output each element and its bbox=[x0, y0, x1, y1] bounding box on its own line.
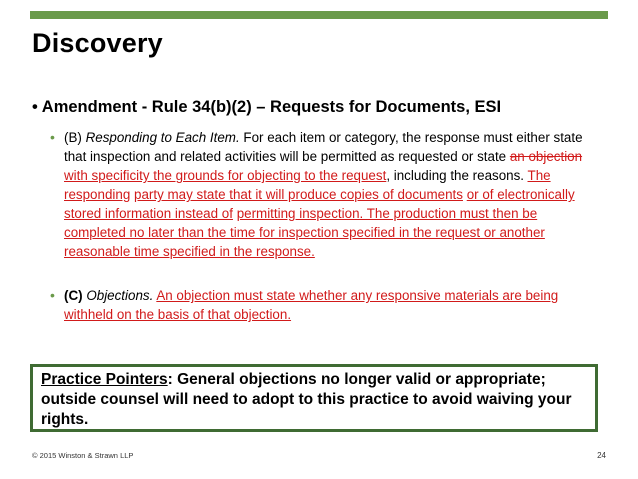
slide-title: Discovery bbox=[32, 28, 163, 58]
sub1-run: Responding to Each Item. bbox=[85, 130, 240, 145]
sub2-run: Objections. bbox=[86, 288, 154, 303]
sub-bullet-b-text bbox=[64, 128, 600, 261]
sub1-run: party may state that it will produce copies of documents bbox=[134, 187, 463, 202]
sub1-run: , including the reasons. bbox=[386, 168, 528, 183]
sub1-run: permitting inspection. The production must then be bbox=[236, 206, 538, 221]
main-bullet-text: Amendment - Rule 34(b)(2) – Requests for Documents, ESI bbox=[41, 98, 502, 116]
sub-bullet-dot: • bbox=[50, 129, 55, 145]
sub-bullet-dot: • bbox=[50, 287, 55, 303]
top-accent-bar bbox=[30, 11, 608, 19]
sub1-run: with specificity the grounds for objecting to the request bbox=[64, 168, 387, 183]
sub1-run: an objection bbox=[509, 149, 583, 164]
practice-pointers-label: Practice Pointers bbox=[41, 371, 168, 388]
sub-bullet-c-text bbox=[64, 286, 600, 324]
sub1-run: For each item or category, the response must either state that inspection and related activities will be permitted as requested or state bbox=[64, 130, 583, 164]
sub1-run: (B) bbox=[64, 130, 86, 145]
sub2-run: An objection must state whether any responsive materials are being withheld on the basis of that objection. bbox=[64, 288, 559, 322]
sub-bullet-b bbox=[52, 128, 600, 261]
sub1-run: The responding bbox=[64, 168, 551, 202]
main-bullet bbox=[32, 98, 501, 117]
footer-copyright: © 2015 Winston & Strawn LLP bbox=[32, 451, 134, 460]
sub-bullet-c bbox=[52, 286, 600, 324]
practice-pointers-box bbox=[30, 364, 598, 432]
sub1-run: completed no later than the time for inspection specified in the request or another reasonable time specified in the response. bbox=[64, 225, 545, 259]
practice-pointers-text: : General objections no longer valid or appropriate; outside counsel will need to adopt to this practice to avoid waiving your rights. bbox=[41, 371, 572, 428]
sub1-run: or of electronically stored information instead of bbox=[64, 187, 575, 221]
sub2-run: (C) bbox=[64, 288, 83, 303]
page-number: 24 bbox=[597, 451, 606, 460]
bullet-dot: • bbox=[32, 98, 38, 116]
